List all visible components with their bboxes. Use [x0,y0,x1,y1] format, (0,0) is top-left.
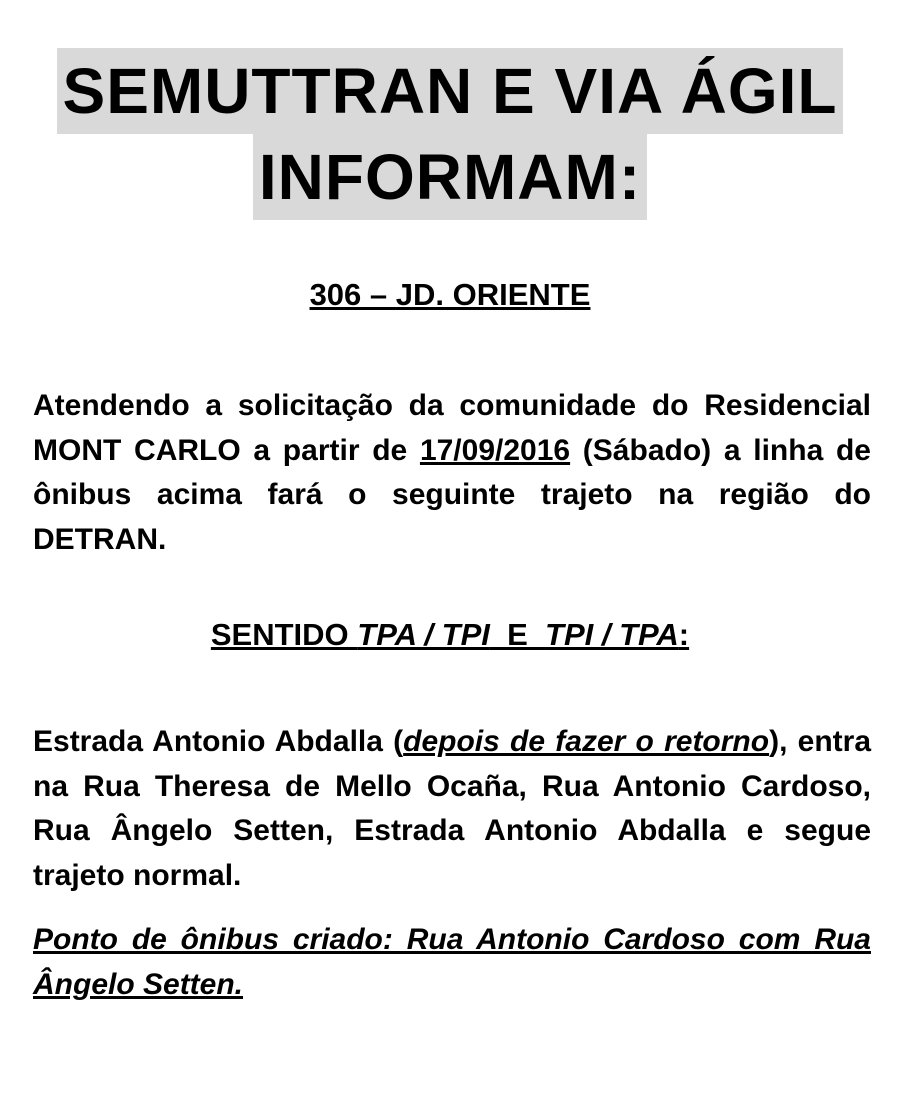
direction-route-a: TPA / TPI [357,617,490,652]
itinerary-paragraph [33,720,871,898]
notice-title [0,48,900,220]
route-number: 306 [309,277,362,312]
bus-stop-notice: Ponto de ônibus criado: Rua Antonio Cardoso com Rua Ângelo Setten. [33,923,871,1001]
direction-heading [0,613,900,657]
direction-prefix: SENTIDO [210,617,358,652]
route-dash: – [361,277,396,312]
direction-heading-text [211,617,689,652]
notice-title-line-2: INFORMAM: [253,134,647,220]
route-heading-text [310,277,591,312]
itinerary-note: depois de fazer o retorno [403,725,770,758]
effective-date: 17/09/2016 [419,433,571,467]
route-name: JD. ORIENTE [395,277,591,312]
itinerary-text-start: Estrada Antonio Abdalla ( [33,725,404,758]
direction-suffix: : [678,617,690,652]
direction-route-b: TPI / TPA [545,617,679,652]
itinerary-text-end: ), entra na Rua Theresa de Mello Ocaña, Rua Antonio Cardoso, Rua Ângelo Setten, Estrada Antonio Abdalla e segue trajeto normal. [33,725,872,892]
notice-title-line-1: SEMUTTRAN E VIA ÁGIL [57,48,844,134]
announcement-paragraph [33,384,871,562]
route-heading [0,275,900,315]
announcement-text-end: (Sábado) a linha de ônibus acima fará o seguinte trajeto na região do DETRAN. [33,433,871,556]
direction-connector: E [489,617,546,652]
announcement-text-start: Atendendo a solicitação da comunidade do Residencial MONT CARLO a partir de [33,389,871,467]
